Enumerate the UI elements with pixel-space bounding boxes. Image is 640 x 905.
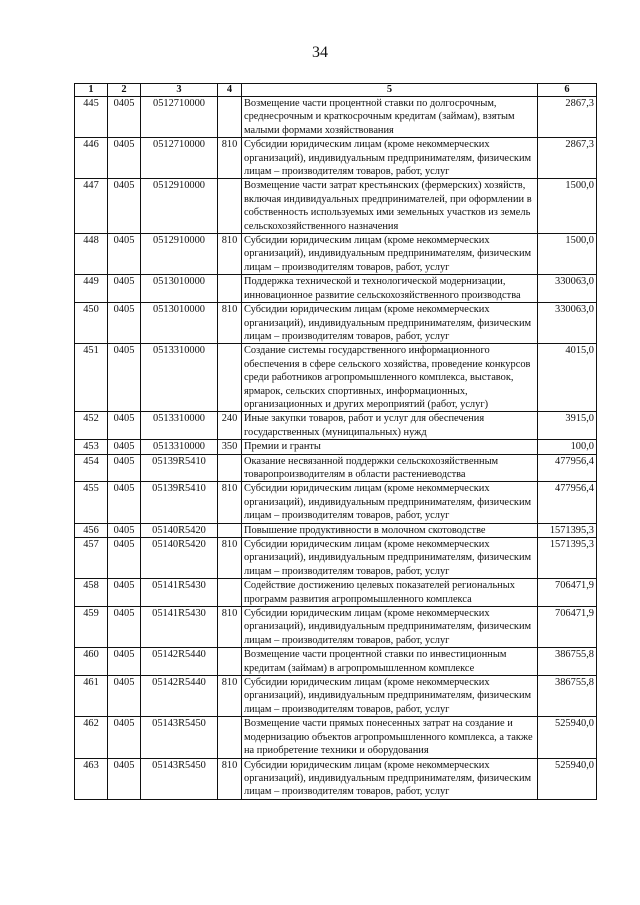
target-code: 05140R5420 — [141, 538, 218, 579]
target-code: 05139R5410 — [141, 482, 218, 523]
expense-type-code: 810 — [218, 303, 242, 344]
section-code: 0405 — [108, 454, 141, 482]
table-row — [75, 275, 597, 303]
row-description: Иные закупки товаров, работ и услуг для обеспечения государственных (муниципальных) нужд — [242, 412, 538, 440]
table-row — [75, 648, 597, 676]
expense-type-code: 810 — [218, 538, 242, 579]
expense-type-code: 810 — [218, 234, 242, 275]
section-code: 0405 — [108, 482, 141, 523]
section-code: 0405 — [108, 523, 141, 537]
row-description: Оказание несвязанной поддержки сельскохозяйственным товаропроизводителям в области растениеводства — [242, 454, 538, 482]
row-amount: 1500,0 — [538, 179, 597, 234]
row-number: 454 — [75, 454, 108, 482]
column-header: 6 — [538, 84, 597, 97]
table-row — [75, 538, 597, 579]
target-code: 05141R5430 — [141, 579, 218, 607]
page-number: 34 — [312, 44, 328, 61]
row-amount: 330063,0 — [538, 303, 597, 344]
row-description: Возмещение части затрат крестьянских (фермерских) хозяйств, включая индивидуальных предпринимателей, при оформлении в собственность используемых ими земельных участков из земель сельскохозяйственного назначения — [242, 179, 538, 234]
target-code: 05142R5440 — [141, 648, 218, 676]
expense-type-code: 350 — [218, 440, 242, 454]
expense-type-code — [218, 275, 242, 303]
row-number: 447 — [75, 179, 108, 234]
row-amount: 330063,0 — [538, 275, 597, 303]
section-code: 0405 — [108, 676, 141, 717]
table-row — [75, 303, 597, 344]
section-code: 0405 — [108, 179, 141, 234]
section-code: 0405 — [108, 412, 141, 440]
table-row — [75, 717, 597, 758]
table-row — [75, 97, 597, 138]
row-description: Субсидии юридическим лицам (кроме некоммерческих организаций), индивидуальным предпринимателям, физическим лицам – производителям товаров, работ, услуг — [242, 482, 538, 523]
target-code: 0513010000 — [141, 303, 218, 344]
section-code: 0405 — [108, 275, 141, 303]
target-code: 05142R5440 — [141, 676, 218, 717]
row-amount: 4015,0 — [538, 344, 597, 412]
row-amount: 706471,9 — [538, 607, 597, 648]
row-amount: 706471,9 — [538, 579, 597, 607]
row-number: 461 — [75, 676, 108, 717]
row-number: 456 — [75, 523, 108, 537]
column-header: 3 — [141, 84, 218, 97]
row-amount: 525940,0 — [538, 717, 597, 758]
row-amount: 3915,0 — [538, 412, 597, 440]
table-row — [75, 179, 597, 234]
expense-type-code: 810 — [218, 758, 242, 799]
row-description: Поддержка технической и технологической модернизации, инновационное развитие сельскохозяйственного производства — [242, 275, 538, 303]
row-description: Содействие достижению целевых показателей региональных программ развития агропромышленного комплекса — [242, 579, 538, 607]
expense-type-code — [218, 523, 242, 537]
row-number: 463 — [75, 758, 108, 799]
section-code: 0405 — [108, 648, 141, 676]
expense-type-code — [218, 648, 242, 676]
table-row — [75, 482, 597, 523]
target-code: 05141R5430 — [141, 607, 218, 648]
row-number: 458 — [75, 579, 108, 607]
expense-type-code — [218, 454, 242, 482]
row-amount: 2867,3 — [538, 138, 597, 179]
table-row — [75, 579, 597, 607]
expense-type-code: 810 — [218, 482, 242, 523]
row-number: 462 — [75, 717, 108, 758]
row-amount: 2867,3 — [538, 97, 597, 138]
target-code: 05139R5410 — [141, 454, 218, 482]
row-description: Субсидии юридическим лицам (кроме некоммерческих организаций), индивидуальным предпринимателям, физическим лицам – производителям товаров, работ, услуг — [242, 676, 538, 717]
header-row — [75, 84, 597, 97]
column-header: 5 — [242, 84, 538, 97]
row-number: 457 — [75, 538, 108, 579]
row-amount: 525940,0 — [538, 758, 597, 799]
target-code: 05140R5420 — [141, 523, 218, 537]
row-amount: 1571395,3 — [538, 538, 597, 579]
table-row — [75, 523, 597, 537]
table-row — [75, 138, 597, 179]
row-description: Создание системы государственного информационного обеспечения в сфере сельского хозяйства, проведение конкурсов среди работников агропромышленного комплекса, выставок, ярмарок, сельских спортивных, информационных, организационных и других мероприятий (работ, услуг) — [242, 344, 538, 412]
target-code: 05143R5450 — [141, 758, 218, 799]
expense-type-code — [218, 717, 242, 758]
row-number: 451 — [75, 344, 108, 412]
column-header: 2 — [108, 84, 141, 97]
row-description: Субсидии юридическим лицам (кроме некоммерческих организаций), индивидуальным предпринимателям, физическим лицам – производителям товаров, работ, услуг — [242, 758, 538, 799]
row-amount: 100,0 — [538, 440, 597, 454]
row-number: 446 — [75, 138, 108, 179]
table-row — [75, 676, 597, 717]
target-code: 0513310000 — [141, 344, 218, 412]
row-description: Возмещение части процентной ставки по инвестиционным кредитам (займам) в агропромышленном комплексе — [242, 648, 538, 676]
column-header: 1 — [75, 84, 108, 97]
row-description: Субсидии юридическим лицам (кроме некоммерческих организаций), индивидуальным предпринимателям, физическим лицам – производителям товаров, работ, услуг — [242, 234, 538, 275]
row-number: 449 — [75, 275, 108, 303]
target-code: 0512710000 — [141, 138, 218, 179]
row-amount: 477956,4 — [538, 454, 597, 482]
section-code: 0405 — [108, 758, 141, 799]
table-row — [75, 454, 597, 482]
expense-type-code: 810 — [218, 607, 242, 648]
section-code: 0405 — [108, 440, 141, 454]
row-description: Возмещение части процентной ставки по долгосрочным, среднесрочным и краткосрочным кредитам (займам), взятым малыми формами хозяйствования — [242, 97, 538, 138]
row-amount: 1571395,3 — [538, 523, 597, 537]
budget-table — [74, 83, 597, 800]
column-header: 4 — [218, 84, 242, 97]
section-code: 0405 — [108, 344, 141, 412]
row-amount: 1500,0 — [538, 234, 597, 275]
section-code: 0405 — [108, 234, 141, 275]
row-number: 455 — [75, 482, 108, 523]
table-row — [75, 412, 597, 440]
section-code: 0405 — [108, 303, 141, 344]
target-code: 0513310000 — [141, 412, 218, 440]
target-code: 0513310000 — [141, 440, 218, 454]
row-number: 450 — [75, 303, 108, 344]
row-description: Возмещение части прямых понесенных затрат на создание и модернизацию объектов агропромышленного комплекса, а также на приобретение техники и оборудования — [242, 717, 538, 758]
row-amount: 386755,8 — [538, 648, 597, 676]
table-row — [75, 607, 597, 648]
table-row — [75, 344, 597, 412]
expense-type-code — [218, 179, 242, 234]
section-code: 0405 — [108, 607, 141, 648]
row-number: 459 — [75, 607, 108, 648]
row-description: Субсидии юридическим лицам (кроме некоммерческих организаций), индивидуальным предпринимателям, физическим лицам – производителям товаров, работ, услуг — [242, 538, 538, 579]
row-number: 460 — [75, 648, 108, 676]
table-row — [75, 440, 597, 454]
expense-type-code — [218, 97, 242, 138]
expense-type-code: 810 — [218, 138, 242, 179]
table-row — [75, 758, 597, 799]
expense-type-code — [218, 579, 242, 607]
section-code: 0405 — [108, 717, 141, 758]
row-amount: 386755,8 — [538, 676, 597, 717]
row-number: 445 — [75, 97, 108, 138]
target-code: 0512910000 — [141, 234, 218, 275]
target-code: 0513010000 — [141, 275, 218, 303]
row-amount: 477956,4 — [538, 482, 597, 523]
section-code: 0405 — [108, 97, 141, 138]
target-code: 0512910000 — [141, 179, 218, 234]
table-row — [75, 234, 597, 275]
row-description: Субсидии юридическим лицам (кроме некоммерческих организаций), индивидуальным предпринимателям, физическим лицам – производителям товаров, работ, услуг — [242, 303, 538, 344]
expense-type-code — [218, 344, 242, 412]
row-number: 448 — [75, 234, 108, 275]
expense-type-code: 810 — [218, 676, 242, 717]
row-number: 453 — [75, 440, 108, 454]
row-description: Премии и гранты — [242, 440, 538, 454]
target-code: 05143R5450 — [141, 717, 218, 758]
row-description: Повышение продуктивности в молочном скотоводстве — [242, 523, 538, 537]
row-number: 452 — [75, 412, 108, 440]
row-description: Субсидии юридическим лицам (кроме некоммерческих организаций), индивидуальным предпринимателям, физическим лицам – производителям товаров, работ, услуг — [242, 607, 538, 648]
section-code: 0405 — [108, 538, 141, 579]
expense-type-code: 240 — [218, 412, 242, 440]
target-code: 0512710000 — [141, 97, 218, 138]
section-code: 0405 — [108, 579, 141, 607]
row-description: Субсидии юридическим лицам (кроме некоммерческих организаций), индивидуальным предпринимателям, физическим лицам – производителям товаров, работ, услуг — [242, 138, 538, 179]
section-code: 0405 — [108, 138, 141, 179]
